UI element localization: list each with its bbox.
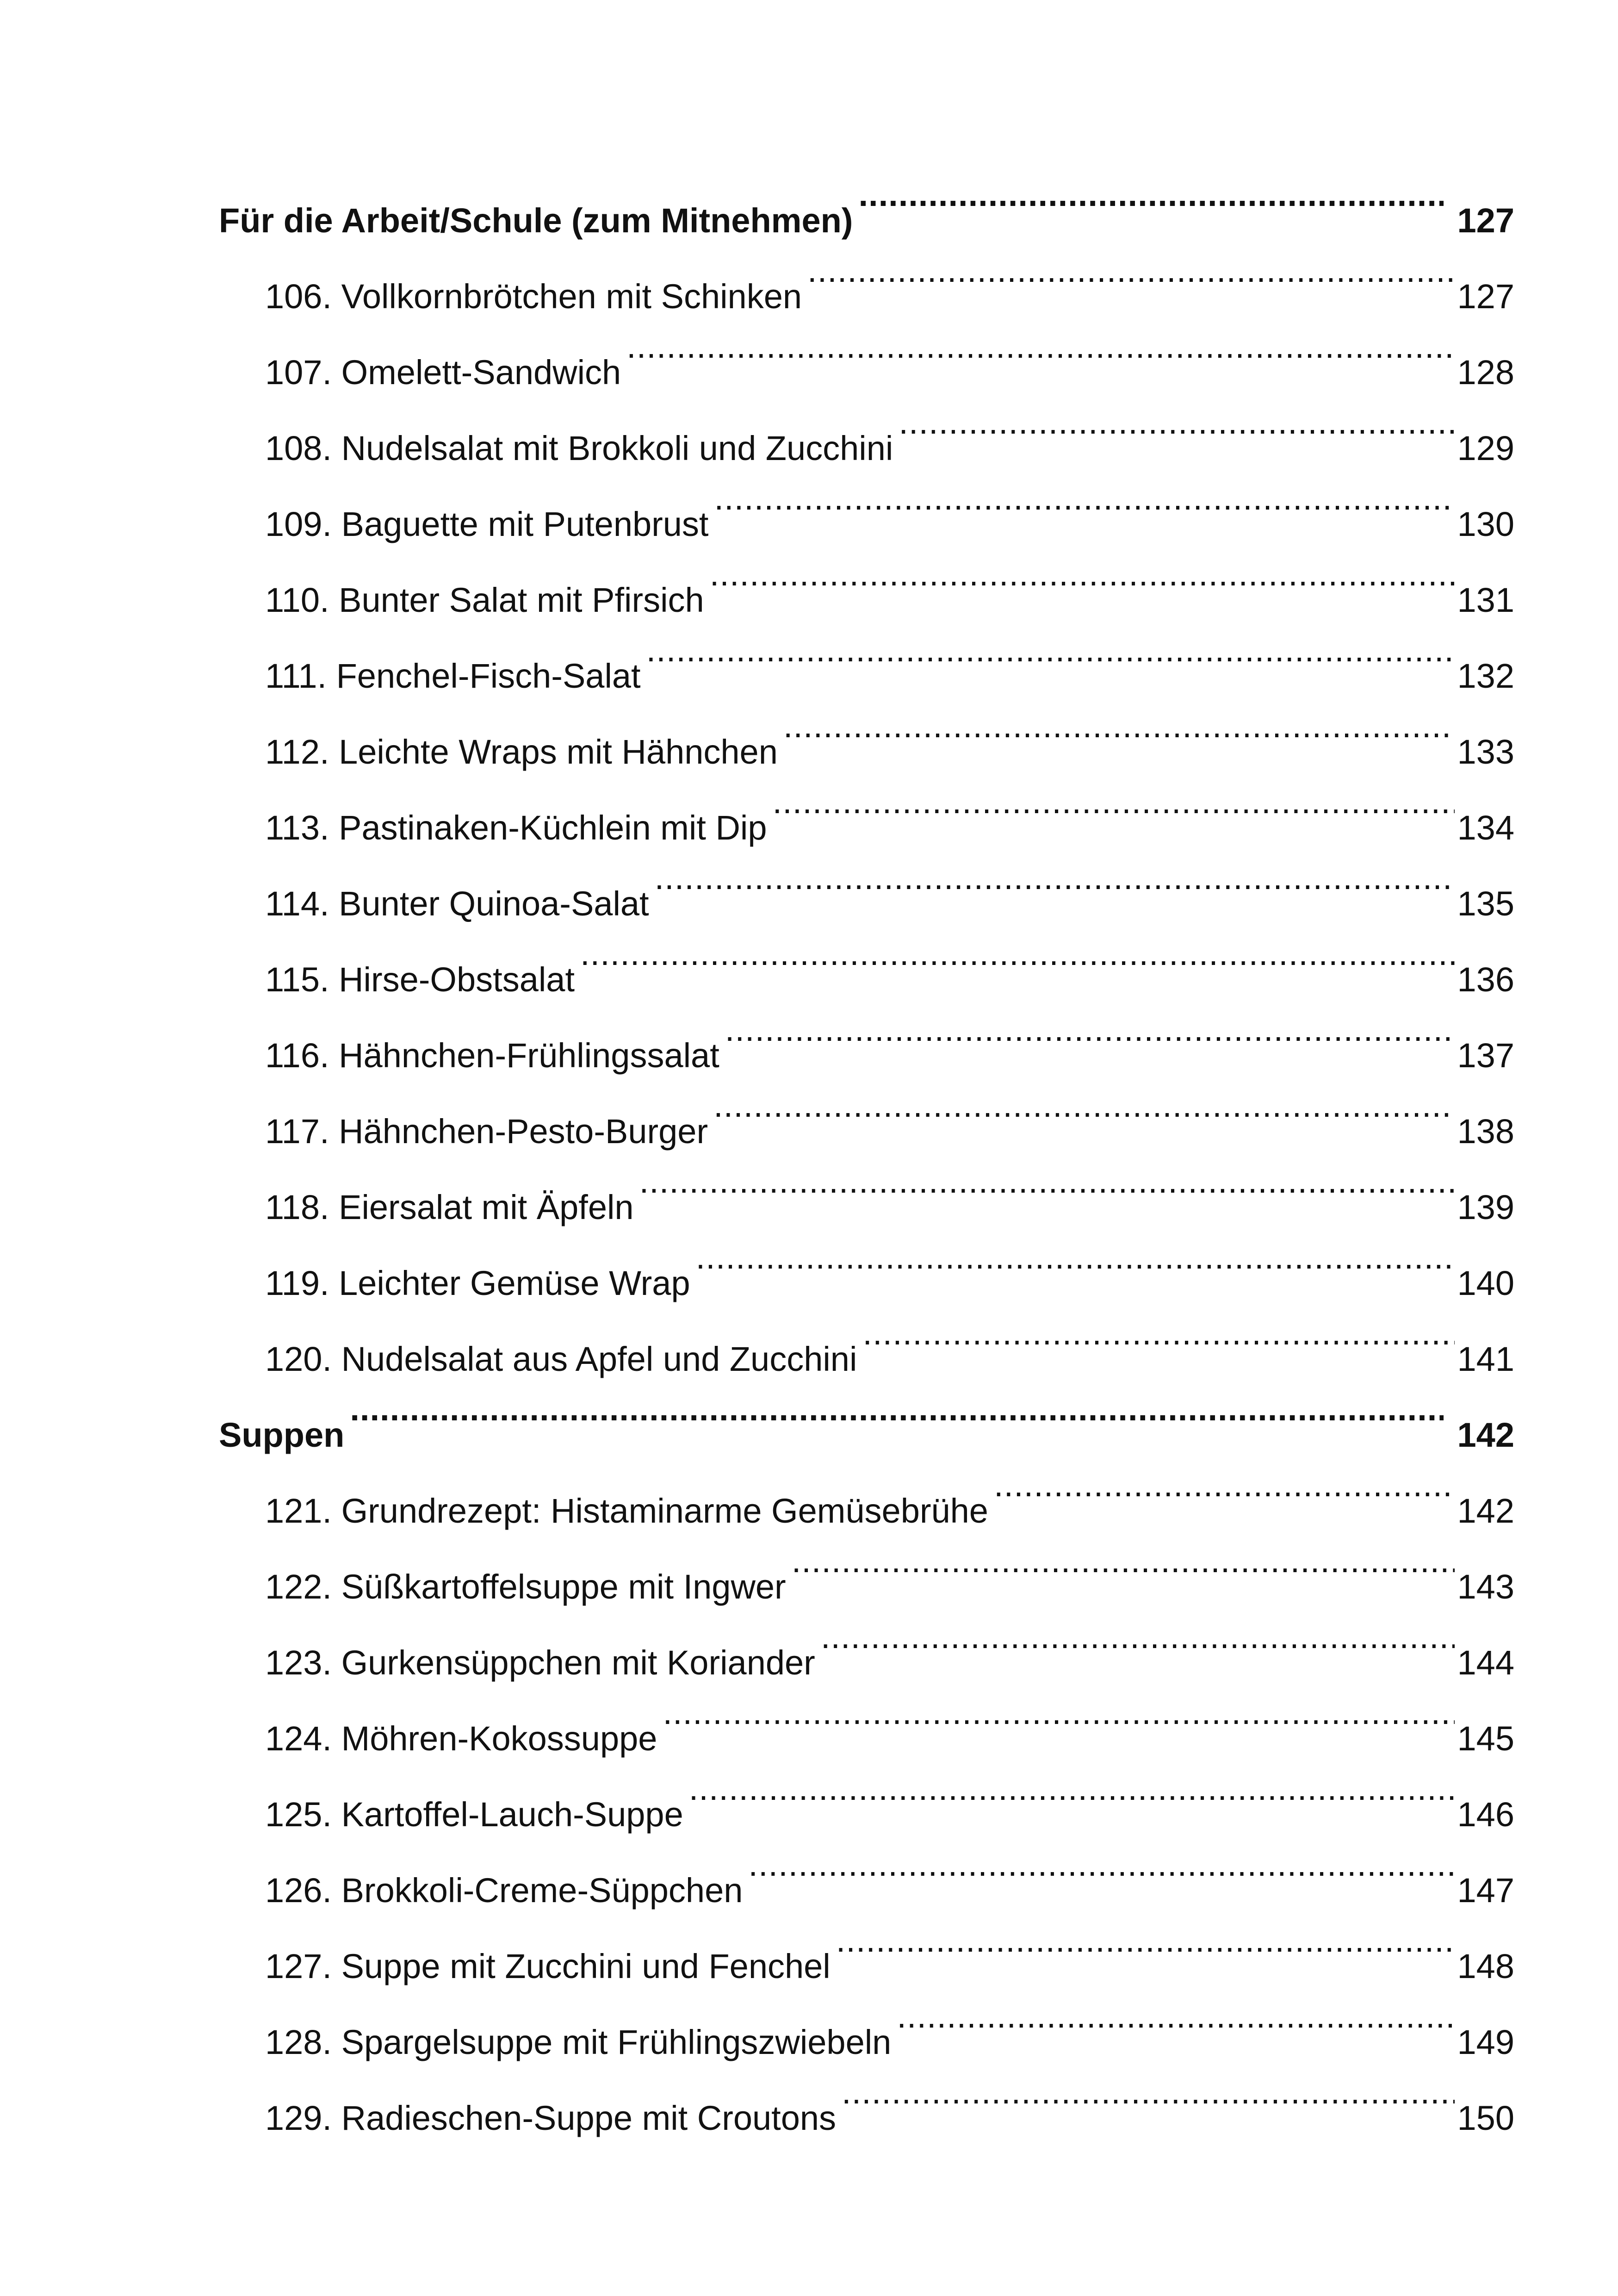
toc-page-number: 131 bbox=[1457, 581, 1514, 619]
dot-leader bbox=[639, 1143, 1455, 1219]
table-of-contents bbox=[219, 156, 1514, 2137]
dot-leader bbox=[773, 764, 1455, 840]
dot-leader bbox=[663, 1674, 1454, 1750]
toc-entry-title: 114. Bunter Quinoa-Salat bbox=[265, 884, 649, 923]
toc-entry-title: 120. Nudelsalat aus Apfel und Zucchini bbox=[265, 1340, 857, 1378]
toc-entry-title: 121. Grundrezept: Histaminarme Gemüsebrühe bbox=[265, 1492, 988, 1530]
toc-entry-title: 115. Hirse-Obstsalat bbox=[265, 960, 575, 999]
toc-page-number: 149 bbox=[1457, 2023, 1514, 2061]
toc-page-number: 140 bbox=[1457, 1264, 1514, 1302]
toc-chapter[interactable] bbox=[219, 156, 1514, 240]
toc-page-number: 132 bbox=[1457, 657, 1514, 695]
toc-entry-title: 112. Leichte Wraps mit Hähnchen bbox=[265, 733, 778, 771]
dot-leader bbox=[689, 1750, 1455, 1826]
dot-leader bbox=[899, 384, 1454, 460]
toc-entry-title: 122. Süßkartoffelsuppe mit Ingwer bbox=[265, 1568, 786, 1606]
toc-entry-title: 111. Fenchel-Fisch-Salat bbox=[265, 657, 641, 695]
toc-entry-title: 123. Gurkensüppchen mit Koriander bbox=[265, 1643, 815, 1682]
toc-page-number: 146 bbox=[1457, 1795, 1514, 1834]
toc-chapter[interactable] bbox=[219, 1371, 1514, 1454]
toc-entry-title: 128. Spargelsuppe mit Frühlingszwiebeln bbox=[265, 2023, 892, 2061]
toc-page-number: 141 bbox=[1457, 1340, 1514, 1378]
toc-page-number: 134 bbox=[1457, 809, 1514, 847]
toc-entry-title: 107. Omelett-Sandwich bbox=[265, 353, 621, 392]
toc-entry-title: 117. Hähnchen-Pesto-Burger bbox=[265, 1112, 708, 1151]
toc-page-number: 142 bbox=[1457, 1492, 1514, 1530]
toc-entry-title: 129. Radieschen-Suppe mit Croutons bbox=[265, 2099, 837, 2137]
toc-page-number: 136 bbox=[1457, 960, 1514, 999]
toc-entry-title: 109. Baguette mit Putenbrust bbox=[265, 505, 709, 543]
toc-page-number: 142 bbox=[1457, 1416, 1514, 1454]
dot-leader bbox=[897, 1978, 1454, 2054]
toc-entry-title: 110. Bunter Salat mit Pfirsich bbox=[265, 581, 704, 619]
toc-entry-title: 124. Möhren-Kokossuppe bbox=[265, 1719, 657, 1758]
toc-page-number: 143 bbox=[1457, 1568, 1514, 1606]
toc-entry-title: 106. Vollkornbrötchen mit Schinken bbox=[265, 277, 802, 316]
toc-entry-title: Suppen bbox=[219, 1416, 345, 1454]
dot-leader bbox=[842, 2054, 1454, 2130]
dot-leader bbox=[862, 1295, 1454, 1371]
toc-entry-title: 116. Hähnchen-Frühlingssalat bbox=[265, 1036, 719, 1075]
dot-leader bbox=[807, 232, 1455, 308]
dot-leader bbox=[858, 156, 1443, 232]
toc-page-number: 139 bbox=[1457, 1188, 1514, 1226]
dot-leader bbox=[580, 915, 1455, 991]
toc-entry-title: Für die Arbeit/Schule (zum Mitnehmen) bbox=[219, 201, 853, 240]
dot-leader bbox=[655, 840, 1455, 915]
toc-entry-title: 113. Pastinaken-Küchlein mit Dip bbox=[265, 809, 767, 847]
dot-leader bbox=[748, 1826, 1454, 1902]
toc-entry[interactable] bbox=[219, 1447, 1514, 1530]
dot-leader bbox=[783, 688, 1455, 764]
dot-leader bbox=[994, 1447, 1455, 1523]
dot-leader bbox=[792, 1523, 1455, 1599]
toc-entry-title: 126. Brokkoli-Creme-Süppchen bbox=[265, 1871, 743, 1910]
toc-entry-title: 119. Leichter Gemüse Wrap bbox=[265, 1264, 690, 1302]
dot-leader bbox=[710, 536, 1455, 612]
toc-page-number: 135 bbox=[1457, 884, 1514, 923]
toc-page-number: 137 bbox=[1457, 1036, 1514, 1075]
dot-leader bbox=[646, 612, 1455, 688]
toc-page-number: 144 bbox=[1457, 1643, 1514, 1682]
dot-leader bbox=[714, 460, 1455, 536]
toc-entry-title: 108. Nudelsalat mit Brokkoli und Zucchini bbox=[265, 429, 893, 467]
toc-page-number: 129 bbox=[1457, 429, 1514, 467]
dot-leader bbox=[725, 991, 1455, 1067]
dot-leader bbox=[350, 1371, 1443, 1447]
toc-page-number: 128 bbox=[1457, 353, 1514, 392]
toc-entry-title: 118. Eiersalat mit Äpfeln bbox=[265, 1188, 634, 1226]
toc-page-number: 133 bbox=[1457, 733, 1514, 771]
toc-page-number: 147 bbox=[1457, 1871, 1514, 1910]
toc-page-number: 138 bbox=[1457, 1112, 1514, 1151]
toc-page-number: 150 bbox=[1457, 2099, 1514, 2137]
dot-leader bbox=[713, 1067, 1454, 1143]
toc-page-number: 145 bbox=[1457, 1719, 1514, 1758]
toc-entry-title: 127. Suppe mit Zucchini und Fenchel bbox=[265, 1947, 831, 1985]
toc-page-number: 127 bbox=[1457, 201, 1514, 240]
dot-leader bbox=[696, 1219, 1455, 1295]
toc-page-number: 130 bbox=[1457, 505, 1514, 543]
toc-page-number: 148 bbox=[1457, 1947, 1514, 1985]
dot-leader bbox=[821, 1599, 1455, 1674]
toc-entry-title: 125. Kartoffel-Lauch-Suppe bbox=[265, 1795, 683, 1834]
dot-leader bbox=[626, 308, 1454, 384]
toc-page-number: 127 bbox=[1457, 277, 1514, 316]
dot-leader bbox=[836, 1902, 1455, 1978]
